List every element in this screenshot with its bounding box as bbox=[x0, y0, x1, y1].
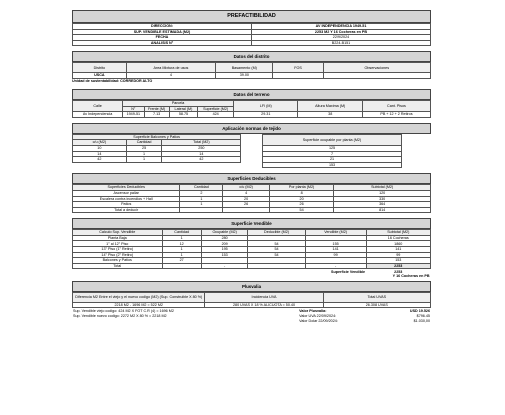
column-header: Distrito bbox=[73, 63, 127, 73]
header-value: B224-B151 bbox=[252, 40, 431, 46]
column-header: Frente (M) bbox=[144, 106, 169, 112]
column-header: Cantidad bbox=[180, 185, 223, 191]
table-cell: Av Independencia bbox=[73, 112, 123, 118]
table-cell: 99 bbox=[305, 252, 366, 258]
table-cell: 38 bbox=[298, 112, 362, 118]
header-label: FECHA bbox=[73, 35, 252, 41]
ocupable-value: 21 bbox=[262, 157, 402, 163]
table-cell: 1860 bbox=[366, 241, 430, 247]
table-cell: 1 bbox=[162, 252, 201, 258]
column-header: Calle bbox=[73, 100, 123, 111]
column-header: Incidencia UVA bbox=[205, 292, 323, 302]
table-row bbox=[73, 274, 431, 279]
summary-value: $1.030,00 bbox=[413, 318, 430, 323]
table-cell: 54 bbox=[248, 247, 305, 253]
table-cell: 153 bbox=[366, 258, 430, 264]
plusvalia-note: Sup. Vendible nuevo codigo: 2272 M2 X 80 % = 2218 M2 bbox=[73, 313, 167, 318]
header-value: AV INDEPENDENCIA 1949-51 bbox=[252, 24, 431, 30]
ocupable-title: Superficie ocupable por planta (M2) bbox=[262, 134, 402, 145]
column-header: Cantidad bbox=[162, 230, 201, 236]
table-cell bbox=[273, 73, 323, 79]
table-row bbox=[73, 73, 431, 79]
tejido-section-title: Aplicación normas de tejido bbox=[72, 123, 431, 134]
table-cell: 1 bbox=[162, 235, 201, 241]
table-cell: 1° al 12° Piso bbox=[73, 241, 163, 247]
column-header: Lateral (M) bbox=[169, 106, 198, 112]
ocupable-value: 125 bbox=[262, 145, 402, 151]
column-header: Superficies Deducibles bbox=[73, 185, 180, 191]
table-cell: 1 bbox=[126, 157, 162, 163]
table-cell: 42 bbox=[73, 157, 127, 163]
table-row bbox=[73, 162, 431, 168]
table-cell: Escalera contra incendios + Hall bbox=[73, 196, 180, 202]
table-cell: 120 bbox=[334, 190, 431, 196]
table-cell: 1 bbox=[162, 247, 201, 253]
column-header: FOS bbox=[273, 63, 323, 73]
table-cell: 7.13 bbox=[144, 112, 169, 118]
vendible-total-label: Superficie Vendible bbox=[331, 269, 366, 274]
summary-value: USD 19.526 bbox=[409, 309, 430, 314]
column-header: Cant. Pisos bbox=[362, 100, 430, 111]
table-cell: 1 bbox=[126, 151, 162, 157]
table-cell: 1949-51 bbox=[123, 112, 144, 118]
header-table bbox=[72, 23, 431, 46]
table-cell bbox=[180, 207, 223, 213]
table-cell: 54 bbox=[248, 252, 305, 258]
ocupable-value: 153 bbox=[262, 162, 402, 168]
ocupable-value: 7 bbox=[262, 151, 402, 157]
table-cell: 2253 bbox=[366, 263, 430, 269]
table-cell: 26.308 UVAS bbox=[323, 302, 430, 308]
table-cell: 12 bbox=[162, 241, 201, 247]
table-cell: 25 bbox=[126, 145, 162, 151]
column-header: Diferencia M2 Entre el viejo y el nuevo codigo (M2) (Sup. Construible X 80 %) bbox=[73, 292, 205, 302]
table-cell: Ascensor paliar bbox=[73, 190, 180, 196]
summary-label: Valor Plusvalia: bbox=[299, 309, 327, 314]
table-cell: 280 UVAS X 18 % ALICUOTA = 50.40 bbox=[205, 302, 323, 308]
table-cell: 2 bbox=[180, 190, 223, 196]
distrito-section-title: Datos del distrito bbox=[72, 51, 431, 62]
table-header-row bbox=[73, 185, 431, 191]
column-header: Area Mixtura de usos bbox=[126, 63, 216, 73]
table-cell: 27 bbox=[162, 258, 201, 264]
table-cell: 99 bbox=[366, 252, 430, 258]
tejido-table bbox=[72, 134, 431, 169]
table-cell: 141 bbox=[366, 247, 430, 253]
column-header: Cantidad bbox=[126, 140, 162, 146]
table-header-row bbox=[73, 292, 431, 302]
table-row bbox=[73, 207, 431, 213]
distrito-table bbox=[72, 62, 431, 79]
table-cell: 42 bbox=[162, 157, 241, 163]
table-cell: 14° Piso (2° Retiro) bbox=[73, 252, 163, 258]
column-header: Observaciones bbox=[323, 63, 430, 73]
vendible-total-note: Y 16 Cocheras en PB bbox=[392, 274, 430, 279]
header-value: 2253 M2 Y 16 Cocheras en PB bbox=[252, 29, 431, 35]
summary-label: Valor Dolar 22/09/2024: bbox=[299, 318, 338, 323]
deducibles-table bbox=[72, 184, 431, 213]
table-cell: 250 bbox=[162, 145, 241, 151]
table-cell: Patios bbox=[73, 202, 180, 208]
column-header: Vendible (M2) bbox=[305, 230, 366, 236]
table-cell: 1 bbox=[180, 196, 223, 202]
column-header: Total (M2) bbox=[162, 140, 241, 146]
table-cell: 153 bbox=[201, 252, 248, 258]
table-cell: 26 bbox=[223, 202, 270, 208]
table-cell: 58.75 bbox=[169, 112, 198, 118]
table-cell: 10 bbox=[73, 145, 127, 151]
column-header: Total UVAS bbox=[323, 292, 430, 302]
table-row bbox=[73, 112, 431, 118]
table-cell: - bbox=[305, 263, 366, 269]
column-header: c/u (M2) bbox=[223, 185, 270, 191]
table-cell: 14 bbox=[73, 151, 127, 157]
summary-value: $796.45 bbox=[416, 313, 430, 318]
summary-label: Valor UVA 22/09/2024: bbox=[299, 313, 337, 318]
balcones-title: Superficie Balcones y Patios bbox=[73, 134, 241, 140]
column-header: Parcela bbox=[123, 100, 234, 106]
vendible-table bbox=[72, 229, 431, 278]
column-header: Subtotal (M2) bbox=[366, 230, 430, 236]
table-cell: 20 bbox=[269, 196, 333, 202]
column-header: Ocupable (M2) bbox=[201, 230, 248, 236]
table-cell: 16 Cocheras bbox=[366, 235, 430, 241]
table-cell: 54 bbox=[248, 241, 305, 247]
table-row bbox=[73, 40, 431, 46]
plusvalia-section-title: Plusvalia bbox=[72, 281, 431, 292]
table-cell: 13° Piso (1° Retiro) bbox=[73, 247, 163, 253]
table-cell: 364 bbox=[334, 202, 431, 208]
table-cell: 814 bbox=[334, 207, 431, 213]
table-cell: Balcones y Patios bbox=[73, 258, 163, 264]
column-header: Calculo Sup. Vendible bbox=[73, 230, 163, 236]
table-cell: 4 bbox=[126, 73, 216, 79]
table-cell: 1 bbox=[180, 202, 223, 208]
table-row bbox=[73, 302, 431, 308]
terreno-table bbox=[72, 100, 431, 118]
table-cell: 4 bbox=[223, 190, 270, 196]
plusvalia-note: Sup. Vendible viejo codigo: 424 M2 X FOT C.R (4) = 1696 M2 bbox=[73, 309, 174, 314]
table-cell: 20 bbox=[223, 196, 270, 202]
header-label: SUP. VENDIBLE ESTIMADA (M2) bbox=[73, 29, 252, 35]
table-cell: 54 bbox=[269, 207, 333, 213]
table-cell: 330 bbox=[334, 196, 431, 202]
distrito-note: Unidad de sustentabilidad: CORREDOR ALTO bbox=[72, 78, 153, 83]
table-cell: USCA bbox=[73, 73, 127, 79]
column-header: Superficie (M2) bbox=[198, 106, 234, 112]
table-cell: Planta Baja bbox=[73, 235, 163, 241]
table-cell: 14 bbox=[162, 151, 241, 157]
document-title: PREFACTIBILIDAD bbox=[72, 10, 431, 23]
table-cell: 195 bbox=[201, 247, 248, 253]
column-header: Subtotal (M2) bbox=[334, 185, 431, 191]
column-header: Basamento (M) bbox=[216, 63, 273, 73]
table-cell: 26 bbox=[269, 202, 333, 208]
header-value: 22/9/2024 bbox=[252, 35, 431, 41]
table-cell: 2218 M2 - 1696 M2 = 522 M2 bbox=[73, 302, 205, 308]
column-header: Por planta (M2) bbox=[269, 185, 333, 191]
table-cell bbox=[323, 73, 430, 79]
table-cell: PB + 12 + 2 Retiros bbox=[362, 112, 430, 118]
table-cell: 29.31 bbox=[234, 112, 298, 118]
table-cell: 155 bbox=[305, 241, 366, 247]
table-cell bbox=[223, 207, 270, 213]
column-header: c/u (M2) bbox=[73, 140, 127, 146]
vendible-section-title: Superficie Vendible bbox=[72, 218, 431, 229]
table-cell: 424 bbox=[198, 112, 234, 118]
table-cell: 280 bbox=[201, 235, 248, 241]
table-cell: 8 bbox=[269, 190, 333, 196]
table-cell: Total bbox=[73, 263, 163, 269]
column-header: LFI (M) bbox=[234, 100, 298, 111]
vendible-total-value: 2253 bbox=[394, 269, 403, 274]
plusvalia-table bbox=[72, 292, 431, 309]
deducibles-section-title: Superficies Deducibles bbox=[72, 173, 431, 184]
table-cell: 39.00 bbox=[216, 73, 273, 79]
table-header-row bbox=[73, 63, 431, 73]
document-sheet bbox=[72, 10, 431, 323]
column-header: Altura Maxima (M) bbox=[298, 100, 362, 111]
header-label: ANALISIS N° bbox=[73, 40, 252, 46]
table-row bbox=[72, 318, 431, 323]
column-header: Deducible (M2) bbox=[248, 230, 305, 236]
terreno-section-title: Datos del terreno bbox=[72, 89, 431, 100]
table-cell: - bbox=[201, 263, 248, 269]
column-header: N° bbox=[123, 106, 144, 112]
table-cell: Total a deducir bbox=[73, 207, 180, 213]
table-cell: 209 bbox=[201, 241, 248, 247]
header-label: DIRECCION: bbox=[73, 24, 252, 30]
table-cell: 141 bbox=[305, 247, 366, 253]
plusvalia-summary bbox=[72, 309, 431, 323]
